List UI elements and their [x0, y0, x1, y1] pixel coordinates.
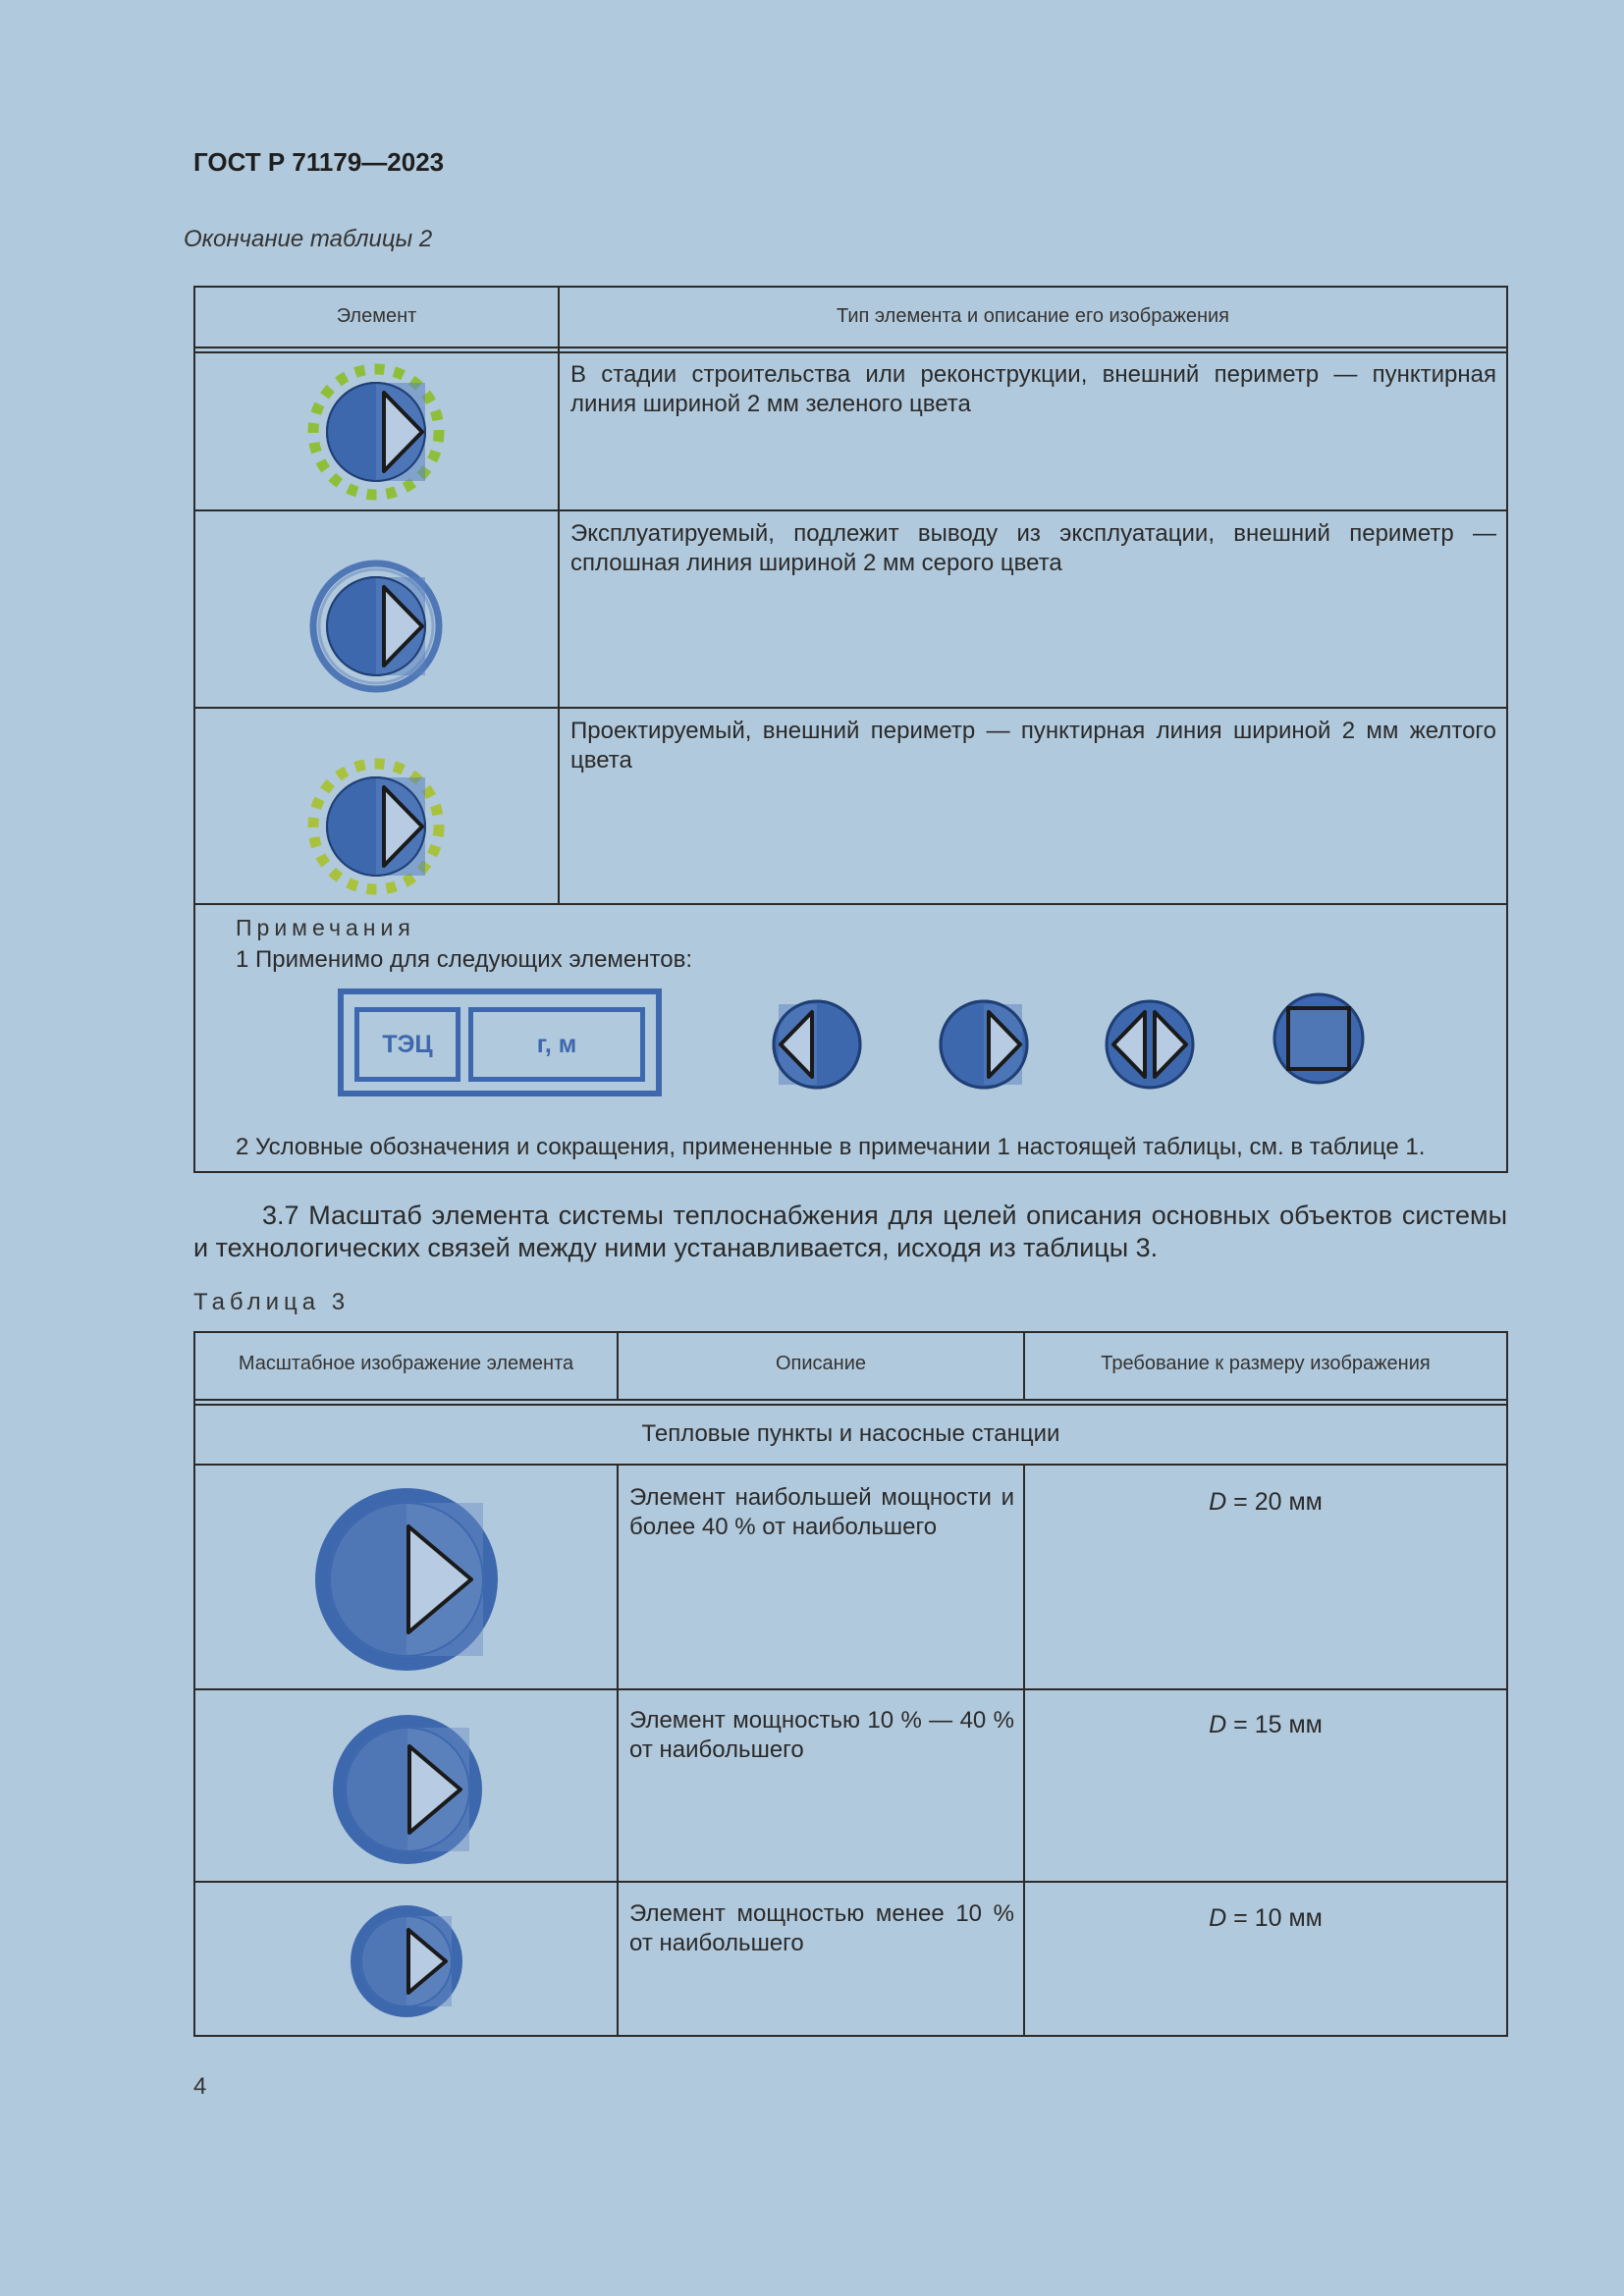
size-variable: D [1209, 1711, 1227, 1738]
notes-title: Примечания [236, 915, 415, 940]
medium-circle-triangle-icon [331, 1713, 484, 1866]
circle-triangle-solid-gray-icon [307, 558, 445, 695]
size-variable: D [1209, 1488, 1227, 1516]
circle-left-triangle-icon [771, 998, 863, 1091]
table3-header-description: Описание [775, 1353, 867, 1374]
table2-row-text: В стадии строительства или реконструкции, внешний периметр — пунктирная линия шириной 2 мм зеленого цвета [570, 361, 1496, 417]
table2-header-element: Элемент [336, 305, 417, 327]
circle-triangle-dashed-yellow-icon [307, 758, 445, 895]
paragraph-text: 3.7 Масштаб элемента системы теплоснабжения для целей описания основных объектов системы и технологических связей между ними устанавливается, исходя из таблицы 3. [193, 1201, 1507, 1262]
small-circle-triangle-icon [350, 1904, 463, 2018]
size-value: = 10 мм [1226, 1904, 1323, 1932]
table3-row-description: Элемент наибольшей мощности и более 40 % от наибольшего [629, 1484, 1014, 1540]
table2-row-text: Эксплуатируемый, подлежит выводу из эксплуатации, внешний периметр — сплошная линия шириной 2 мм серого цвета [570, 520, 1496, 576]
note-2: 2 Условные обозначения и сокращения, примененные в примечании 1 настоящей таблицы, см. в таблице 1. [236, 1134, 1426, 1160]
page-number: 4 [193, 2073, 207, 2100]
table3-header-image: Масштабное изображение элемента [238, 1353, 574, 1374]
paragraph-3-7 [193, 1200, 1507, 1264]
tec-label: ТЭЦ [354, 1007, 460, 1082]
circle-square-icon [1271, 990, 1367, 1087]
table3-row-size [1025, 1903, 1506, 1933]
size-value: = 15 мм [1226, 1711, 1323, 1738]
document-title: ГОСТ Р 71179—2023 [193, 147, 445, 177]
table3-label: Таблица 3 [193, 1289, 351, 1315]
g-m-label: г, м [468, 1007, 645, 1082]
table3-section: Тепловые пункты и насосные станции [641, 1420, 1060, 1447]
table3-row-description: Элемент мощностью 10 % — 40 % от наибольшего [629, 1707, 1014, 1763]
circle-triangle-dashed-green-icon [307, 363, 445, 501]
large-circle-triangle-icon [312, 1485, 501, 1674]
table3-row-size [1025, 1710, 1506, 1739]
table3-row-description: Элемент мощностью менее 10 % от наибольшего [629, 1900, 1014, 1956]
table3-row-size [1025, 1487, 1506, 1517]
circle-double-triangle-icon [1104, 998, 1196, 1091]
size-value: = 20 мм [1226, 1488, 1323, 1516]
size-variable: D [1209, 1904, 1227, 1932]
circle-right-triangle-icon [938, 998, 1030, 1091]
table2-header-description: Тип элемента и описание его изображения [836, 305, 1229, 327]
table3-header-size: Требование к размеру изображения [1101, 1353, 1431, 1374]
table2-row-text: Проектируемый, внешний периметр — пунктирная линия шириной 2 мм желтого цвета [570, 718, 1496, 774]
table2-caption: Окончание таблицы 2 [184, 226, 433, 252]
note-1: 1 Применимо для следующих элементов: [236, 946, 693, 973]
